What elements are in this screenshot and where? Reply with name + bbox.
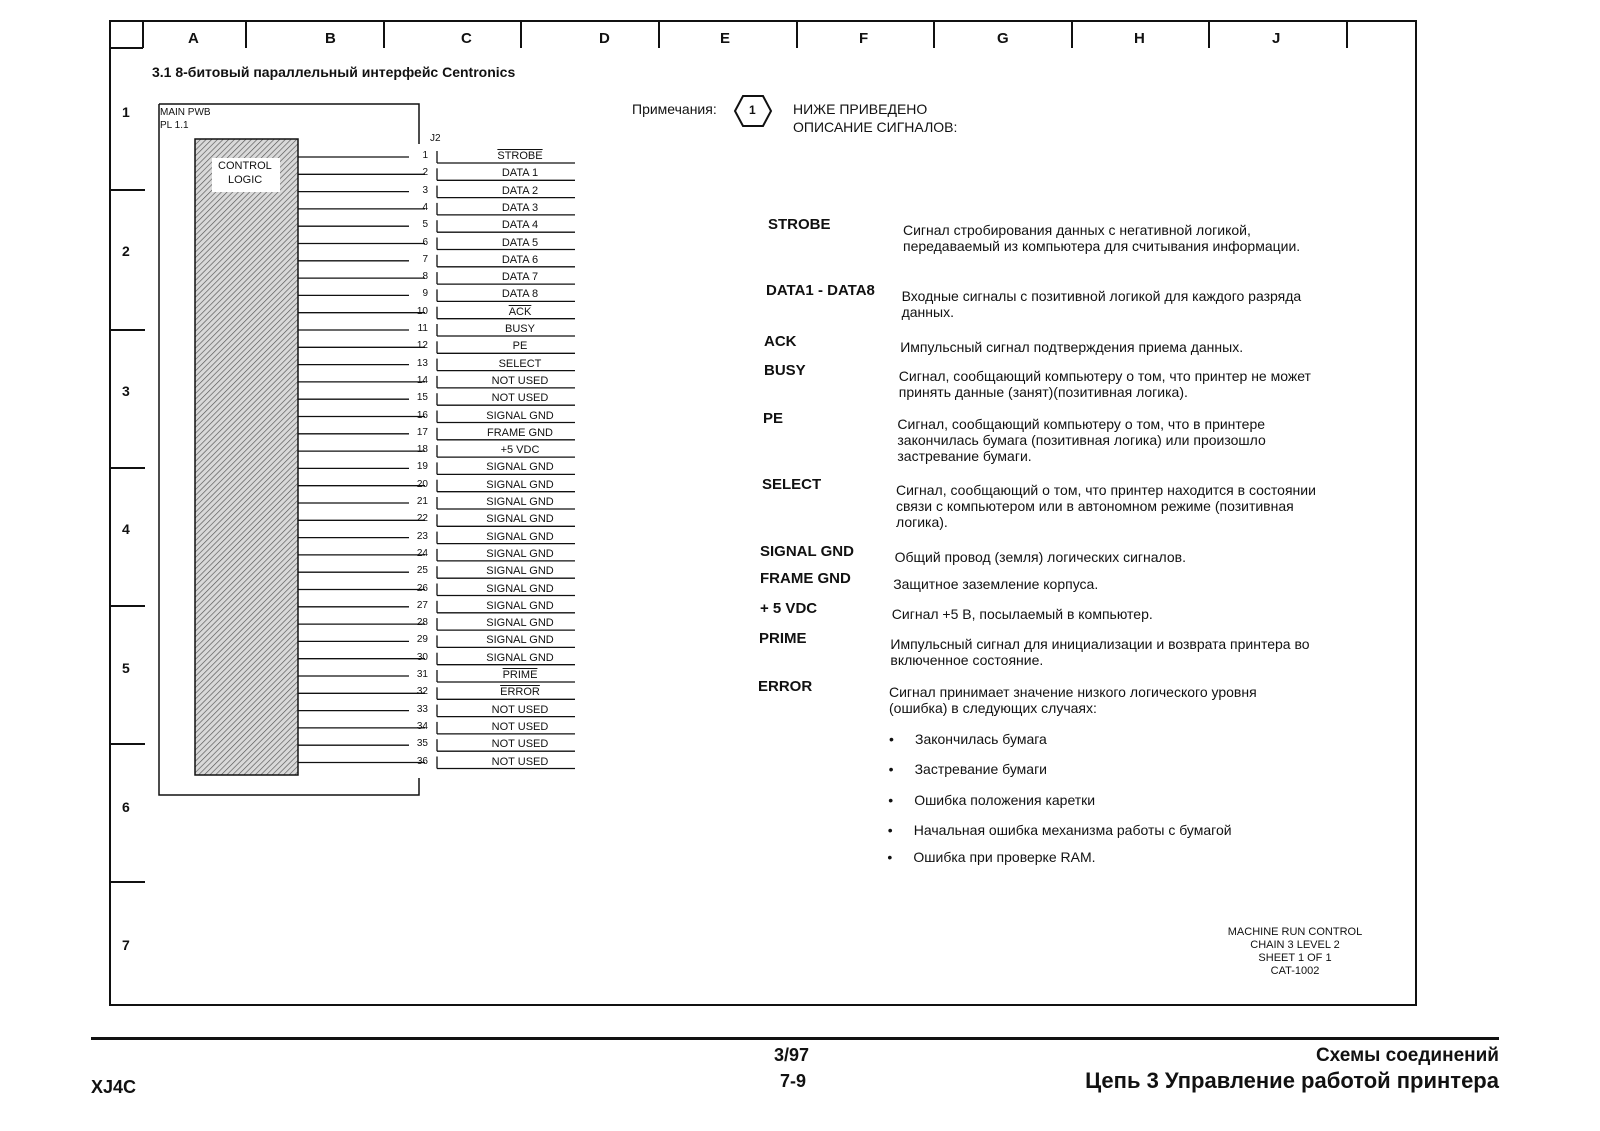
- error-case: Начальная ошибка механизма работы с бумагой: [913, 822, 1232, 838]
- footer-section: Схемы соединений: [1315, 1045, 1499, 1066]
- row-number: 2: [122, 243, 130, 259]
- pin-signal-label: SIGNAL GND: [486, 530, 554, 543]
- pin-number: 19: [416, 461, 428, 473]
- pin-signal-label: SIGNAL GND: [486, 582, 554, 595]
- pin-signal-label: DATA 5: [501, 236, 539, 249]
- signal-description: Сигнал, сообщающий компьютеру о том, что принтер не может принять данные (занят)(позитивная логика).: [898, 368, 1311, 400]
- note-marker: 1: [749, 103, 756, 117]
- connector-label: J2: [430, 133, 441, 144]
- title-block-line-2: CHAIN 3 LEVEL 2: [1250, 939, 1340, 951]
- signal-description: Входные сигналы с позитивной логикой для каждого разряда данных.: [901, 288, 1302, 320]
- pin-number: 13: [416, 357, 428, 369]
- bullet-icon: •: [887, 849, 893, 865]
- pin-number: 23: [416, 530, 428, 542]
- pin-number: 16: [416, 409, 428, 421]
- note-line-1: НИЖЕ ПРИВЕДЕНО: [793, 101, 928, 117]
- row-number: 3: [122, 383, 130, 399]
- pin-signal-label: SIGNAL GND: [486, 461, 554, 474]
- pin-number: 33: [416, 703, 428, 715]
- pin-signal-label: DATA 1: [501, 167, 539, 180]
- signal-description: Сигнал стробирования данных с негативной логикой, передаваемый из компьютера для считывания информации.: [903, 222, 1301, 254]
- pin-signal-label: DATA 6: [501, 253, 539, 266]
- pin-number: 36: [416, 755, 428, 767]
- error-case: Закончилась бумага: [915, 731, 1047, 747]
- signal-name: DATA1 - DATA8: [766, 282, 875, 299]
- signal-name: FRAME GND: [760, 570, 851, 587]
- pin-signal-label: SIGNAL GND: [486, 409, 554, 422]
- pin-number: 28: [416, 617, 428, 629]
- pin-signal-label: DATA 7: [501, 271, 539, 284]
- pin-signal-label: DATA 4: [501, 219, 539, 232]
- bullet-icon: •: [888, 761, 894, 777]
- pin-signal-label: SIGNAL GND: [486, 478, 554, 491]
- pin-signal-label: SIGNAL GND: [486, 513, 554, 526]
- column-letter: D: [599, 30, 610, 47]
- row-number: 7: [122, 937, 130, 953]
- pin-signal-label: SIGNAL GND: [486, 599, 554, 612]
- footer-date: 3/97: [774, 1045, 810, 1065]
- signal-name: ACK: [764, 333, 797, 350]
- pin-number: 12: [416, 340, 428, 352]
- pin-signal-label: SELECT: [498, 357, 542, 370]
- row-number: 4: [122, 521, 130, 537]
- pin-signal-label: +5 VDC: [500, 444, 540, 457]
- pin-number: 17: [416, 426, 428, 438]
- pin-number: 27: [416, 599, 428, 611]
- bullet-icon: •: [888, 792, 894, 808]
- pin-number: 26: [416, 582, 428, 594]
- column-letter: G: [997, 30, 1009, 47]
- pin-signal-label: FRAME GND: [487, 426, 553, 439]
- pin-signal-label: NOT USED: [491, 703, 549, 716]
- signal-name: STROBE: [768, 216, 831, 233]
- signal-name: PRIME: [759, 630, 807, 647]
- pin-number: 21: [416, 496, 428, 507]
- notes-label: Примечания:: [632, 101, 717, 117]
- pin-number: 32: [416, 686, 428, 698]
- logic-label-1: CONTROL: [218, 160, 272, 172]
- pin-signal-label: PE: [512, 340, 528, 353]
- pin-signal-label: SIGNAL GND: [486, 496, 554, 508]
- error-case: Ошибка при проверке RAM.: [913, 849, 1096, 865]
- footer-rule: [91, 1037, 1499, 1040]
- footer-chapter: Цепь 3 Управление работой принтера: [1085, 1068, 1499, 1093]
- pin-number: 30: [416, 651, 428, 663]
- footer-page: 7-9: [780, 1071, 807, 1091]
- pin-number: 6: [422, 236, 428, 248]
- pin-signal-label: BUSY: [505, 323, 535, 335]
- row-number: 5: [122, 660, 130, 676]
- column-letter: F: [859, 30, 869, 47]
- title-block-line-3: SHEET 1 OF 1: [1258, 952, 1332, 964]
- row-number: 1: [122, 104, 130, 120]
- pin-signal-label: SIGNAL GND: [486, 634, 554, 647]
- pin-number: 24: [416, 547, 428, 559]
- pin-number: 10: [416, 305, 428, 317]
- pin-number: 1: [422, 150, 428, 161]
- pin-number: 5: [422, 219, 428, 231]
- signal-description: Защитное заземление корпуса.: [893, 576, 1099, 592]
- error-case: Застревание бумаги: [914, 761, 1048, 777]
- pin-number: 29: [416, 634, 428, 646]
- pin-signal-label: ERROR: [500, 686, 540, 699]
- column-letter: J: [1272, 30, 1281, 47]
- error-case: Ошибка положения каретки: [914, 792, 1096, 808]
- pin-number: 18: [416, 444, 428, 456]
- pin-signal-label: NOT USED: [491, 720, 549, 733]
- pin-number: 22: [416, 513, 428, 525]
- signal-description: Сигнал, сообщающий о том, что принтер находится в состоянии связи с компьютером или в автономном режиме (позитивная логика).: [896, 482, 1316, 530]
- note-line-2: ОПИСАНИЕ СИГНАЛОВ:: [793, 119, 958, 135]
- signal-description: Импульсный сигнал для инициализации и возврата принтера во включенное состояние.: [890, 636, 1310, 668]
- column-letter: H: [1134, 30, 1145, 47]
- board-ref: PL 1.1: [160, 120, 189, 131]
- footer-model: XJ4C: [91, 1077, 137, 1097]
- pin-signal-label: NOT USED: [491, 755, 549, 768]
- signal-name: SIGNAL GND: [760, 543, 854, 560]
- row-number: 6: [122, 799, 130, 815]
- signal-description: Общий провод (земля) логических сигналов.: [894, 549, 1186, 565]
- section-title: 3.1 8-битовый параллельный интерфейс Centronics: [152, 64, 516, 80]
- column-letter: C: [461, 30, 472, 47]
- bullet-icon: •: [887, 822, 893, 838]
- title-block-line-4: CAT-1002: [1270, 965, 1320, 977]
- pin-signal-label: SIGNAL GND: [486, 565, 554, 578]
- pin-signal-label: NOT USED: [491, 738, 549, 751]
- pin-signal-label: SIGNAL GND: [486, 651, 554, 664]
- pin-number: 35: [416, 738, 428, 750]
- signal-description: Сигнал принимает значение низкого логического уровня (ошибка) в следующих случаях:: [889, 684, 1257, 716]
- pin-number: 7: [422, 253, 428, 265]
- pin-signal-label: NOT USED: [491, 374, 549, 387]
- logic-label-2: LOGIC: [228, 174, 263, 186]
- pin-signal-label: PRIME: [502, 669, 538, 681]
- pin-number: 9: [422, 288, 428, 300]
- bullet-icon: •: [889, 731, 894, 747]
- column-letter: A: [188, 30, 199, 47]
- pin-signal-label: DATA 3: [501, 201, 539, 214]
- board-name: MAIN PWB: [160, 107, 211, 118]
- signal-name: PE: [763, 410, 784, 427]
- signal-name: SELECT: [762, 476, 822, 493]
- pin-number: 20: [416, 478, 428, 490]
- pin-signal-label: $\overline{ACK}$: [508, 305, 532, 318]
- signal-description: Импульсный сигнал подтверждения приема данных.: [900, 339, 1244, 355]
- pin-signal-label: SIGNAL GND: [486, 617, 554, 630]
- pin-signal-label: STROBE: [497, 150, 543, 162]
- signal-name: BUSY: [764, 362, 806, 379]
- pin-number: 15: [416, 392, 428, 404]
- column-letter: B: [325, 30, 336, 47]
- signal-name: ERROR: [758, 678, 813, 695]
- signal-name: + 5 VDC: [760, 600, 818, 617]
- pin-signal-label: NOT USED: [491, 392, 549, 405]
- pin-signal-label: SIGNAL GND: [486, 547, 554, 560]
- pin-number: 2: [422, 167, 428, 179]
- pin-signal-label: DATA 2: [501, 184, 539, 197]
- column-letter: E: [720, 30, 731, 47]
- pin-number: 25: [416, 565, 428, 577]
- pin-number: 3: [422, 184, 428, 196]
- pin-signal-label: DATA 8: [501, 288, 539, 301]
- pin-number: 4: [422, 201, 428, 213]
- pin-number: 31: [416, 669, 428, 680]
- title-block-line-1: MACHINE RUN CONTROL: [1227, 926, 1363, 938]
- signal-description: Сигнал +5 В, посылаемый в компьютер.: [891, 606, 1153, 622]
- pin-number: 11: [417, 323, 428, 334]
- pin-number: 8: [422, 271, 428, 283]
- pin-number: 14: [416, 374, 428, 386]
- signal-description: Сигнал, сообщающий компьютеру о том, что в принтере закончилась бумага (позитивная логика) или произошло застревание бумаги.: [897, 416, 1266, 464]
- pin-number: 34: [416, 720, 428, 732]
